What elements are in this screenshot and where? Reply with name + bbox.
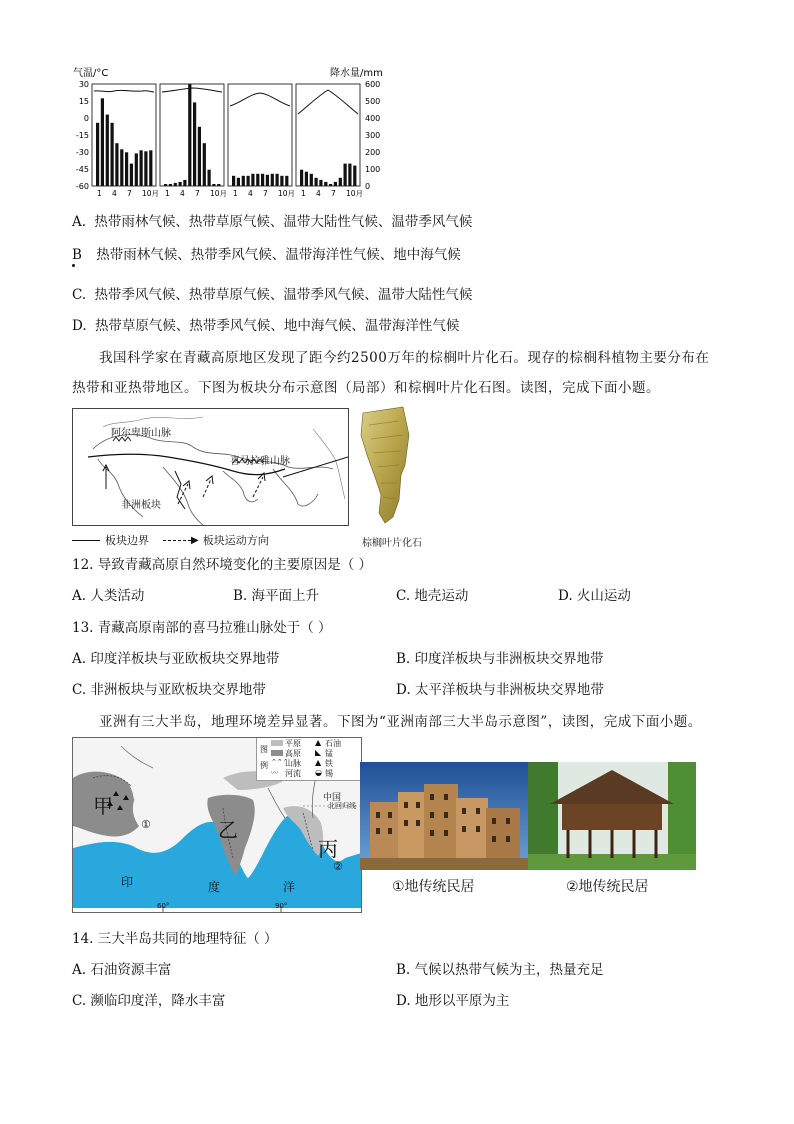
plate-map [72,408,349,526]
precipitation-bar [315,178,318,186]
option-text: 热带草原气候、热带季风气候、地中海气候、温带海洋性气候 [94,318,460,334]
precipitation-bar [319,180,322,186]
q12-option-d: D. 火山运动 [558,588,631,604]
month-tick-label: 7 [195,189,200,197]
precipitation-bar [135,153,138,186]
temperature-tick-label: -30 [75,148,89,157]
q13-option-b: B. 印度洋板块与非洲板块交界地带 [396,651,604,667]
direction-arrow-swatch [163,540,191,541]
mountain-swatch: ⌃⌃⌃ [271,758,289,766]
precipitation-tick-label: 600 [365,80,381,89]
temperature-tick-label: -45 [75,165,89,174]
legend-plain: 平原 [285,739,301,748]
label-china: 中国 [323,793,342,803]
photo-mud-brick-houses [360,762,528,870]
precipitation-bar [120,149,123,186]
precipitation-bar [344,164,347,186]
legend-title-2: 例 [260,761,268,770]
precipitation-ticks [365,80,380,191]
label-himalaya: 喜马拉雅山脉 [230,456,290,467]
precipitation-bar [208,170,211,186]
legend-manganese: 锰 [325,749,333,758]
option-letter: B [72,247,82,263]
precipitation-bar [212,184,215,186]
precipitation-bar [310,174,313,186]
q12-option-a: A. 人类活动 [72,588,145,604]
legend-direction: 板块运动方向 [202,534,269,547]
legend-title-1: 图 [260,745,268,754]
q14-option-d: D. 地形以平原为主 [396,993,510,1009]
precipitation-bar [101,98,104,186]
month-tick-label: 4 [316,189,321,197]
precipitation-bar [353,166,356,186]
legend-plateau: 高原 [285,749,301,758]
temperature-curve [94,90,154,92]
tin-icon: ◒ [315,768,322,777]
precipitation-bar [261,174,264,186]
q13-option-a: A. 印度洋板块与亚欧板块交界地带 [72,651,280,667]
intro-paragraph-peninsulas: 亚洲有三大半岛，地理环境差异显著。下图为“亚洲南部三大半岛示意图”，读图，完成下面小题。 [99,714,702,730]
month-tick-label: 7 [331,189,336,197]
temperature-tick-label: 0 [83,114,89,123]
q14-option-a: A. 石油资源丰富 [72,962,172,978]
q13-option-d: D. 太平洋板块与非洲板块交界地带 [396,682,604,698]
manganese-icon: ◣ [315,748,322,757]
precipitation-bar [125,152,128,186]
precipitation-bar [203,143,206,186]
photo-caption-2: ②地传统民居 [566,879,649,895]
precipitation-bar [115,143,118,186]
q12-stem: 12. 导致青藏高原自然环境变化的主要原因是（ ） [72,557,373,573]
climate-panel [92,84,156,186]
month-tick-label: 7 [127,189,132,197]
precipitation-bar [251,174,254,186]
precipitation-bar [271,174,274,186]
legend-river: 河流 [285,769,301,778]
precipitation-bar [169,184,172,186]
precipitation-bar [256,174,259,186]
precipitation-tick-label: 500 [365,97,381,106]
q11-option-a [72,213,472,231]
month-tick-label: 1 [97,189,102,197]
asia-map-legend [256,738,361,781]
option-letter: A. [72,214,87,230]
temperature-tick-label: 15 [78,97,89,106]
month-tick-label: 10月 [346,189,364,197]
longitude-90: 90° [275,902,288,910]
month-ticks [97,189,363,197]
plain-swatch [271,740,283,746]
month-tick-label: 10月 [278,189,296,197]
precipitation-bar [217,184,220,186]
arrowhead-icon: ▶ [191,534,199,546]
precipitation-axis-title: 降水量/mm [330,68,383,79]
month-tick-label: 1 [301,189,306,197]
option-letter: D. [72,318,87,334]
label-alps: 阿尔卑斯山脉 [111,428,171,439]
q14-option-b: B. 气候以热带气候为主，热量充足 [396,962,604,978]
precipitation-tick-label: 100 [365,165,381,174]
temperature-tick-label: 30 [78,80,89,89]
plateau-swatch [271,750,283,756]
precipitation-bar [174,183,177,186]
panel-frame [228,84,292,186]
precipitation-bar [285,176,288,186]
precipitation-bar [276,174,279,186]
photo-caption-1: ①地传统民居 [392,879,475,895]
q14-option-c: C. 濒临印度洋，降水丰富 [72,993,226,1009]
precipitation-bar [348,164,351,186]
photo-stilt-house [528,762,696,870]
precipitation-bar [334,182,337,186]
label-yang: 洋 [283,880,296,894]
precipitation-bar [164,184,167,186]
legend-oil: 石油 [325,739,341,748]
precipitation-bar [96,123,99,186]
fossil-caption: 棕榈叶片化石 [362,538,422,549]
temperature-ticks [76,80,89,191]
month-tick-label: 1 [165,189,170,197]
palm-leaf-fossil-image [355,405,415,527]
month-tick-label: 4 [112,189,117,197]
longitude-60: 60° [157,902,170,910]
precipitation-tick-label: 400 [365,114,381,123]
climate-panel [160,84,224,186]
q11-option-c [72,286,472,304]
precipitation-bar [237,178,240,186]
legend-tin: 锡 [325,769,333,778]
label-yin: 印 [121,875,134,889]
month-tick-label: 10月 [210,189,228,197]
precipitation-bar [305,172,308,186]
q13-option-c: C. 非洲板块与亚欧板块交界地带 [72,682,266,698]
temperature-curve [230,93,290,106]
precipitation-bar [324,182,327,186]
precipitation-bar [198,127,201,186]
month-tick-label: 4 [180,189,185,197]
intro-paragraph-fossil: 我国科学家在青藏高原地区发现了距今约2500万年的棕榈叶片化石。现存的棕榈科植物主要分布在热带和亚热带地区。下图为板块分布示意图（局部）和棕榈叶片化石图。读图，完成下面小题。 [72,350,710,396]
iron-icon: ▲ [315,758,322,767]
asia-peninsulas-map [72,737,362,913]
climate-panel [296,84,360,186]
month-tick-label: 1 [233,189,238,197]
panel-frame [160,84,224,186]
label-tropic-of-cancer: 北回归线 [328,802,356,810]
label-jia: 甲 [93,794,113,818]
precipitation-bar [140,150,143,186]
precipitation-bar [266,175,269,186]
precipitation-tick-label: 0 [365,182,371,191]
legend-iron: 铁 [325,759,333,768]
q13-stem: 13. 青藏高原南部的喜马拉雅山脉处于（ ） [72,620,332,636]
option-text: 热带雨林气候、热带草原气候、温带大陆性气候、温带季风气候 [94,214,473,230]
q14-stem: 14. 三大半岛共同的地理特征（ ） [72,931,278,947]
legend-mountain: 山脉 [285,759,301,768]
legend-boundary: 板块边界 [105,534,149,547]
precipitation-bar [144,151,147,186]
option-text: 热带季风气候、热带草原气候、温带季风气候、温带大陆性气候 [94,287,473,303]
stray-dot [72,264,75,267]
precipitation-bar [149,150,152,186]
temperature-tick-label: -60 [75,182,89,191]
precipitation-bar [193,102,196,186]
precipitation-bar [232,176,235,186]
precipitation-bar [111,123,114,186]
oil-icon: ▲ [315,738,322,747]
month-tick-label: 10月 [142,189,160,197]
precipitation-bar [242,176,245,186]
precipitation-bar [339,178,342,186]
climate-panels [92,84,360,186]
precipitation-bar [188,84,191,186]
precipitation-bar [247,176,250,186]
precipitation-tick-label: 200 [365,148,381,157]
label-yi: 乙 [218,818,238,842]
climate-charts [68,62,398,197]
option-text: 热带雨林气候、热带季风气候、温带海洋性气候、地中海气候 [96,247,461,263]
precipitation-bar [130,164,133,186]
label-africa-plate: 非洲板块 [121,500,161,511]
q11-option-b [72,246,461,264]
climate-panel [228,84,292,186]
plate-map-legend [72,532,269,548]
month-tick-label: 4 [248,189,253,197]
label-du: 度 [208,880,221,894]
temperature-axis-title: 气温/°C [73,68,109,79]
boundary-line-swatch [72,540,100,541]
month-tick-label: 7 [263,189,268,197]
marker-2: ② [333,860,343,873]
q12-option-b: B. 海平面上升 [233,588,320,604]
temperature-curve [162,88,222,92]
marker-1: ① [141,818,151,831]
precipitation-tick-label: 300 [365,131,381,140]
river-swatch: 〰 [271,769,278,777]
precipitation-bar [280,176,283,186]
temperature-curve [298,90,358,114]
label-bing: 丙 [318,837,338,861]
temperature-tick-label: -15 [75,131,89,140]
precipitation-bar [106,115,109,186]
precipitation-bar [179,182,182,186]
precipitation-bar [183,180,186,186]
option-letter: C. [72,287,87,303]
precipitation-bar [300,170,303,186]
q11-option-d [72,317,459,335]
precipitation-bar [329,184,332,186]
q12-option-c: C. 地壳运动 [396,588,469,604]
